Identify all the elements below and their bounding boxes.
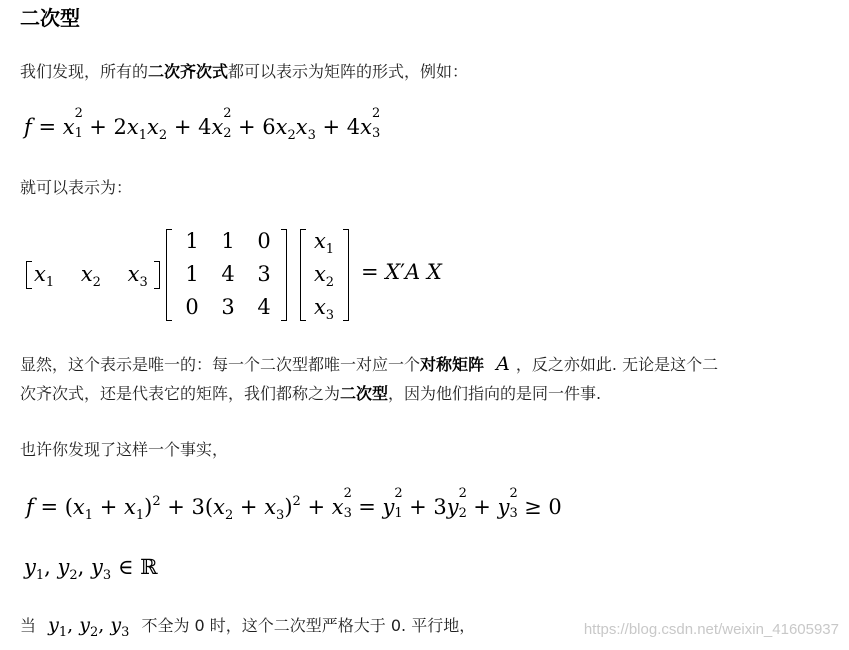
formula-y-in-reals: $y_1$, $y_2$, $y_3$ ∈ ℝ [24,555,158,583]
bold-term-symmetric-matrix: 对称矩阵 [420,355,485,374]
matrix-cell: 1 [185,262,199,286]
col-vector-cell: $x_3$ [313,295,335,323]
matrix-cell: 1 [185,229,199,253]
matrix-cell: 1 [221,229,235,253]
uniqueness-line-2: 次齐次式，还是代表它的矩阵，我们都称之为二次型，因为他们指向的是同一件事. [20,384,602,403]
positive-definite-text: 当 $y_1$, $y_2$, $y_3$ 不全为 0 时，这个二次型严格大于 0. 平行地， [20,614,476,640]
matrix-cell: 3 [257,262,271,286]
matrix-left-bracket [166,229,172,321]
matrix-cell: 0 [257,229,271,253]
matrix-cell: 3 [221,295,235,319]
bold-term-homogeneous: 二次齐次式 [148,62,229,81]
matrix-cell: 4 [257,295,271,319]
equals-xtax: = X′A X [361,260,442,284]
col-vector-right-bracket [343,229,349,321]
row-vector-left-bracket [26,261,32,289]
can-be-expressed-text: 就可以表示为： [20,178,133,197]
uniqueness-line-1: 显然，这个表示是唯一的：每一个二次型都唯一对应一个对称矩阵 A ，反之亦如此. 无论是这个二 [20,353,719,375]
formula-f-expansion: f = x 2 1 + $2x_1x_2 + 4x$ 2 2 + $6x_2x_3 + 4x$ 2 3 [24,106,381,143]
matrix-cell: 4 [221,262,235,286]
row-vector-right-bracket [154,261,160,289]
col-vector-cell: $x_1$ [313,229,335,257]
fact-intro-text: 也许你发现了这样一个事实， [20,440,229,459]
matrix-cell: 0 [185,295,199,319]
section-heading: 二次型 [20,6,80,30]
matrix-right-bracket [281,229,287,321]
row-vector: $x_1$ $x_2$ $x_3$ [34,262,148,290]
watermark-url: https://blog.csdn.net/weixin_41605937 [583,621,839,638]
bold-term-quadratic-form: 二次型 [340,384,389,403]
col-vector-cell: $x_2$ [313,262,335,290]
formula-sum-of-squares: $f = (x_1 + x_1)^2 + 3(x_2 + x_3)^2 + x$ 2 3 = y 2 1 + 3y 2 2 + y 2 3 ≥ 0 [26,486,562,523]
intro-paragraph: 我们发现，所有的二次齐次式都可以表示为矩阵的形式，例如： [20,62,469,81]
